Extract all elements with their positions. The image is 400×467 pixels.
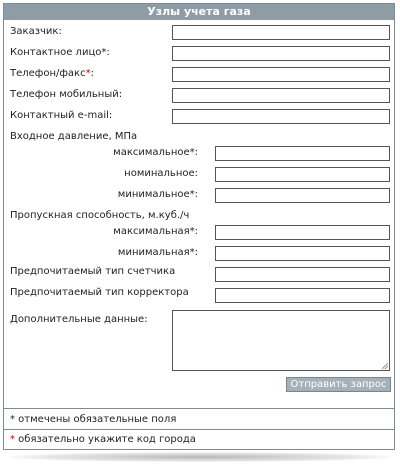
phone-fax-label [10,68,94,79]
required-fields-note [10,414,176,425]
pressure-nominal-input[interactable] [215,167,390,182]
additional-label: Дополнительные данные: [10,314,148,325]
mobile-input[interactable] [172,88,390,103]
pressure-max-input[interactable] [215,146,390,161]
submit-button[interactable]: Отправить запрос [286,377,391,392]
gas-metering-form [3,3,395,450]
pressure-min-input[interactable] [215,188,390,203]
pressure-min-label: минимальное*: [117,189,198,200]
required-note-text: отмечены обязательные поля [15,414,177,425]
required-marker: * [10,414,15,425]
contact-person-input[interactable] [172,46,390,61]
email-input[interactable] [172,109,390,124]
corrector-type-input[interactable] [215,288,390,303]
pressure-nominal-label: номинальное: [124,168,198,179]
customer-label: Заказчик: [10,26,62,37]
customer-input[interactable] [172,25,390,40]
additional-textarea[interactable] [172,310,390,371]
pressure-heading: Входное давление, МПа [10,131,138,142]
throughput-heading: Пропускная способность, м.куб./ч [10,210,190,221]
divider-top [4,408,394,409]
meter-type-label: Предпочитаемый тип счетчика [10,266,176,277]
corrector-type-label: Предпочитаемый тип корректора [10,287,189,298]
phone-fax-text: Телефон/факс [10,68,86,79]
contact-person-label: Контактное лицо*: [10,47,110,58]
meter-type-input[interactable] [215,267,390,282]
city-code-note [10,434,196,445]
form-title: Узлы учета газа [4,4,394,20]
city-code-marker: * [10,434,15,445]
panel-shadow [8,452,392,462]
email-label: Контактный e-mail: [10,110,113,121]
throughput-min-label: минимальная*: [117,247,198,258]
required-red-star: * [85,68,91,79]
phone-fax-input[interactable] [172,67,390,82]
resize-grip-icon[interactable] [382,363,388,369]
phone-fax-colon: : [90,68,94,79]
throughput-max-input[interactable] [215,225,390,240]
throughput-max-label: максимальная*: [113,226,198,237]
city-code-note-text: обязательно укажите код города [15,434,196,445]
pressure-max-label: максимальное*: [113,147,198,158]
divider-middle [4,429,394,430]
throughput-min-input[interactable] [215,246,390,261]
mobile-label: Телефон мобильный: [10,89,123,100]
